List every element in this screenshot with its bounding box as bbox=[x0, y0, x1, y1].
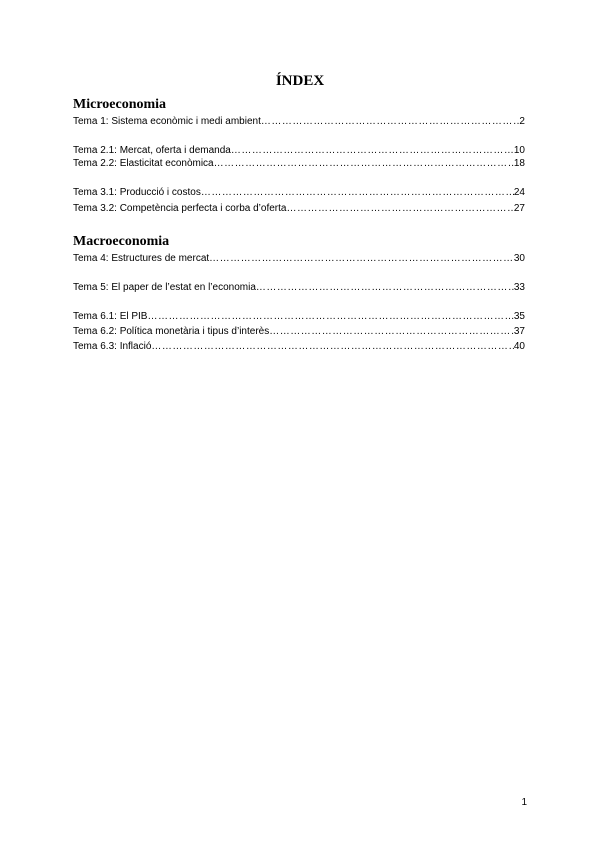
dot-leader bbox=[151, 340, 514, 353]
dot-leader bbox=[231, 144, 514, 157]
dot-leader bbox=[214, 157, 514, 170]
document-title: ÍNDEX bbox=[275, 73, 325, 89]
toc-entry[interactable] bbox=[73, 325, 525, 338]
dot-leader bbox=[261, 115, 517, 128]
toc-entry-page: 10 bbox=[513, 145, 525, 156]
dot-leader bbox=[201, 186, 514, 199]
dot-leader bbox=[209, 252, 514, 265]
dot-leader bbox=[256, 281, 514, 294]
page-number: 1 bbox=[521, 797, 527, 808]
toc-entry-page: 27 bbox=[513, 203, 525, 214]
toc-entry-page: 30 bbox=[513, 253, 525, 264]
toc-entry-label: Tema 5: El paper de l’estat en l’economia bbox=[73, 282, 256, 293]
toc-entry[interactable] bbox=[73, 157, 525, 170]
toc-entry-label: Tema 3.1: Producció i costos bbox=[73, 187, 201, 198]
toc-entry[interactable] bbox=[73, 281, 525, 294]
toc-entry-label: Tema 2.2: Elasticitat econòmica bbox=[73, 158, 214, 169]
dot-leader bbox=[147, 310, 513, 323]
dot-leader bbox=[286, 202, 513, 215]
toc-entry[interactable] bbox=[73, 115, 525, 128]
toc-entry-page: 37 bbox=[513, 326, 525, 337]
toc-entry-page: 33 bbox=[513, 282, 525, 293]
toc-entry-label: Tema 1: Sistema econòmic i medi ambient bbox=[73, 116, 261, 127]
toc-entry-label: Tema 4: Estructures de mercat bbox=[73, 253, 210, 264]
toc-entry-page: 18 bbox=[513, 158, 525, 169]
toc-entry-page: 40 bbox=[513, 341, 525, 352]
toc-entry-page: 35 bbox=[513, 311, 525, 322]
toc-entry-page: 24 bbox=[513, 187, 525, 198]
toc-entry[interactable] bbox=[73, 310, 525, 323]
dot-leader bbox=[269, 325, 514, 338]
toc-entry-label: Tema 2.1: Mercat, oferta i demanda bbox=[73, 145, 231, 156]
toc-entry-label: Tema 3.2: Competència perfecta i corba d’oferta bbox=[73, 203, 287, 214]
section-heading-macroeconomia: Macroeconomia bbox=[73, 234, 170, 249]
toc-entry-label: Tema 6.3: Inflació bbox=[73, 341, 152, 352]
toc-entry-label: Tema 6.1: El PIB bbox=[73, 311, 148, 322]
toc-entry[interactable] bbox=[73, 186, 525, 199]
toc-entry-page: .2 bbox=[516, 116, 525, 127]
toc-entry[interactable] bbox=[73, 340, 525, 353]
section-heading-microeconomia: Microeconomia bbox=[73, 97, 167, 112]
toc-entry[interactable] bbox=[73, 202, 525, 215]
toc-entry[interactable] bbox=[73, 144, 525, 157]
toc-entry[interactable] bbox=[73, 252, 525, 265]
toc-entry-label: Tema 6.2: Política monetària i tipus d’interès bbox=[73, 326, 270, 337]
